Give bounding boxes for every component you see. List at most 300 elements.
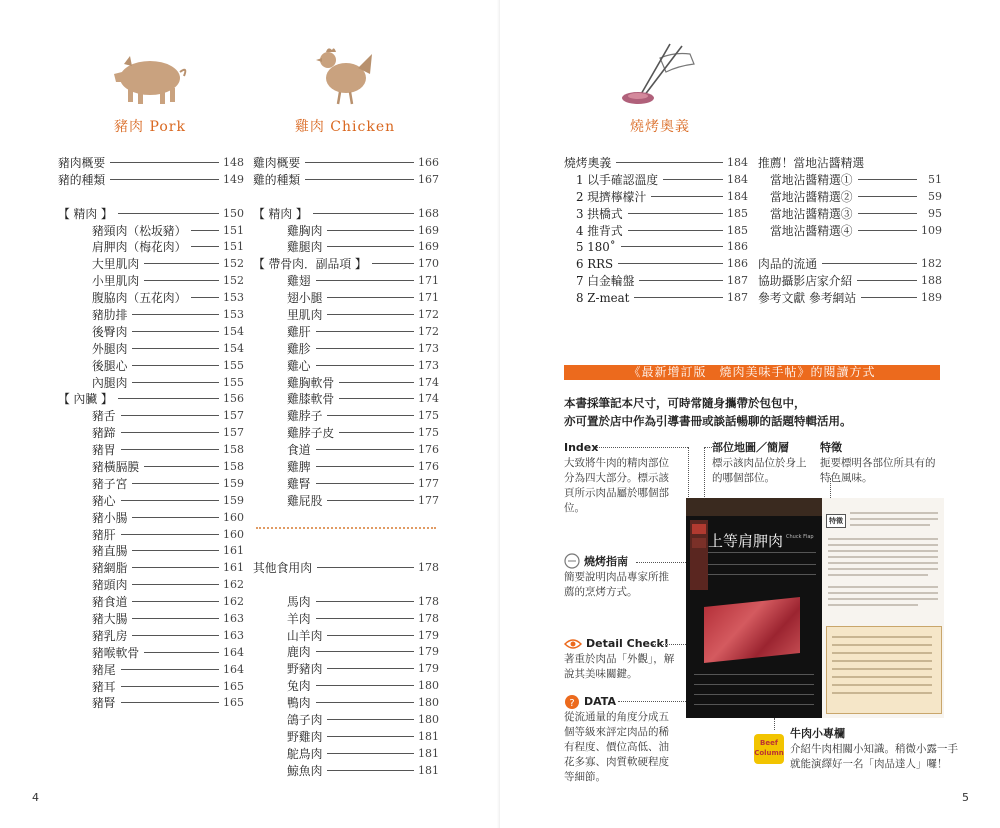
toc-entry[interactable] (58, 222, 244, 239)
toc-entry-page: 157 (223, 426, 244, 440)
toc-entry-label: 鴿子肉 (287, 712, 323, 727)
toc-entry-label: 山羊肉 (287, 628, 323, 643)
toc-entry-page: 172 (418, 324, 439, 338)
toc-entry-label: 豬胃 (92, 443, 116, 458)
bbq-toc-col1 (564, 154, 748, 306)
detail-text: 著重於肉品「外觀」，解說其美味關鍵。 (564, 653, 675, 680)
toc-entry-label: 雞膝軟骨 (287, 392, 335, 407)
toc-entry-label: 雞胸肉 (287, 223, 323, 238)
data-leader (618, 701, 686, 702)
toc-entry[interactable] (58, 509, 244, 526)
toc-entry[interactable] (58, 340, 244, 357)
detail-note (564, 636, 676, 682)
toc-entry-label: 其他食用肉 (253, 560, 312, 575)
feature-text: 扼要標明各部位所具有的特色風味。 (820, 457, 936, 484)
toc-leader-line (339, 382, 414, 383)
toc-entry-label: 【 精肉 】 (58, 206, 113, 221)
toc-entry-page: 188 (921, 274, 942, 288)
toc-entry-label: 豬頭肉 (92, 578, 128, 593)
toc-entry-label: 豬肝 (92, 527, 116, 542)
toc-spacer (253, 188, 439, 205)
toc-leader-line (327, 770, 414, 771)
toc-entry[interactable] (253, 289, 439, 306)
toc-entry[interactable] (58, 238, 244, 255)
toc-leader-line (132, 618, 219, 619)
toc-entry-label: 大里肌肉 (92, 257, 140, 272)
toc-leader-line (191, 230, 219, 231)
toc-entry-label: 豬肋排 (92, 307, 128, 322)
intro-text (564, 394, 954, 430)
toc-entry-page: 182 (921, 257, 942, 271)
toc-leader-line (132, 601, 219, 602)
toc-entry-page: 161 (223, 544, 244, 558)
toc-entry-label: 雞心 (287, 358, 311, 373)
column-note (790, 726, 960, 772)
toc-entry[interactable] (58, 407, 244, 424)
toc-entry[interactable] (253, 745, 439, 762)
toc-entry-label: 豬尾 (92, 662, 116, 677)
toc-leader-line (305, 162, 414, 163)
toc-leader-line (316, 280, 414, 281)
toc-entry-label: 食道 (287, 443, 311, 458)
toc-entry[interactable] (253, 323, 439, 340)
toc-entry-page: 163 (223, 628, 244, 642)
toc-entry-label: 豬大腸 (92, 612, 128, 626)
toc-entry[interactable] (758, 205, 942, 222)
toc-leader-line (634, 297, 723, 298)
toc-leader-line (316, 651, 414, 652)
toc-entry-label: 肩胛肉（梅花肉） (92, 240, 187, 255)
toc-entry-page: 155 (223, 358, 244, 372)
toc-entry-page: 180 (418, 696, 439, 710)
toc-spacer (58, 188, 244, 205)
toc-entry[interactable] (564, 205, 748, 222)
toc-entry-label: 【 帶骨肉．副品項 】 (253, 257, 367, 272)
toc-entry[interactable] (758, 289, 942, 306)
toc-leader-line (822, 263, 917, 264)
toc-entry[interactable] (253, 154, 439, 171)
intro-line-1: 本書採筆記本尺寸，可時常隨身攜帶於包包中， (564, 396, 806, 410)
page-number-right: 5 (962, 791, 969, 804)
toc-entry[interactable] (758, 272, 942, 289)
toc-entry-label: 豬心 (92, 493, 116, 508)
toc-entry-page: 154 (223, 341, 244, 355)
toc-leader-line (327, 635, 414, 636)
toc-entry-page: 153 (223, 307, 244, 321)
toc-entry-label: 5 180˚ (576, 239, 616, 254)
toc-entry-page: 152 (223, 257, 244, 271)
toc-entry[interactable] (58, 610, 244, 627)
toc-entry-page: 179 (418, 662, 439, 676)
toc-entry[interactable] (253, 610, 439, 627)
toc-entry-label: 雞胗 (287, 341, 311, 356)
toc-entry[interactable] (58, 289, 244, 306)
toc-entry-label: 豬網脂 (92, 561, 128, 576)
toc-leader-line (313, 213, 414, 214)
toc-entry[interactable] (253, 458, 439, 475)
toc-entry-page: 170 (418, 257, 439, 271)
toc-entry[interactable] (58, 458, 244, 475)
toc-leader-line (121, 500, 219, 501)
toc-entry[interactable] (253, 255, 439, 272)
toc-entry-page: 185 (727, 206, 748, 220)
toc-entry[interactable] (253, 340, 439, 357)
toc-entry[interactable] (253, 711, 439, 728)
toc-entry-page: 181 (418, 729, 439, 743)
toc-entry[interactable] (253, 272, 439, 289)
grill-leader (636, 562, 686, 563)
toc-leader-line (651, 196, 723, 197)
toc-entry-label: 後臀肉 (92, 324, 128, 339)
toc-entry-label: 鴕鳥肉 (287, 746, 323, 761)
column-title: 牛肉小專欄 (790, 727, 845, 740)
toc-entry-page: 160 (223, 527, 244, 541)
toc-entry[interactable] (564, 188, 748, 205)
toc-entry[interactable] (253, 222, 439, 239)
toc-entry-label: 8 Z-meat (576, 290, 630, 305)
svg-text:?: ? (569, 698, 575, 709)
toc-entry[interactable] (58, 272, 244, 289)
toc-leader-line (121, 432, 219, 433)
toc-entry-label: 馬肉 (287, 594, 311, 609)
grill-text: 簡要說明肉品專家所推薦的烹烤方式。 (564, 571, 669, 598)
toc-entry-page: 177 (418, 476, 439, 490)
detail-leader (652, 644, 686, 645)
toc-entry-label: 豬的種類 (58, 172, 106, 187)
toc-leader-line (339, 398, 414, 399)
toc-entry-label: 當地沾醬精選① (770, 172, 853, 187)
toc-entry[interactable] (253, 677, 439, 694)
toc-entry-label: 豬耳 (92, 679, 116, 694)
toc-entry-label: 7 白金輪盤 (576, 274, 635, 289)
toc-leader-line (132, 331, 219, 332)
toc-entry[interactable] (253, 407, 439, 424)
sample-title: 上等肩胛肉 (708, 532, 784, 550)
toc-leader-line (858, 196, 917, 197)
toc-entry-page: 148 (223, 155, 244, 169)
toc-leader-line (316, 466, 414, 467)
toc-leader-line (132, 314, 219, 315)
toc-entry-label: 里肌肉 (287, 307, 323, 322)
toc-entry-page: 59 (928, 189, 942, 203)
toc-entry[interactable] (564, 222, 748, 239)
toc-entry[interactable] (253, 306, 439, 323)
toc-entry[interactable] (58, 542, 244, 559)
toc-entry[interactable] (253, 492, 439, 509)
toc-entry-page: 150 (223, 206, 244, 220)
toc-leader-line (628, 230, 723, 231)
toc-entry-label: 當地沾醬精選③ (770, 206, 853, 221)
toc-entry-page: 95 (928, 206, 942, 220)
toc-entry-page: 158 (223, 443, 244, 457)
toc-entry[interactable] (253, 238, 439, 255)
toc-entry-label: 內腿肉 (92, 375, 128, 390)
index-leader (596, 447, 688, 448)
toc-leader-line (305, 179, 414, 180)
toc-leader-line (191, 297, 219, 298)
toc-entry-page: 159 (223, 476, 244, 490)
toc-entry[interactable] (58, 441, 244, 458)
toc-entry[interactable] (58, 475, 244, 492)
toc-leader-line (621, 246, 723, 247)
toc-leader-line (121, 449, 219, 450)
sample-page-light (822, 498, 944, 718)
part-text: 標示該肉品位於身上的哪個部位。 (712, 457, 807, 484)
chopsticks-hand-icon (610, 38, 700, 108)
toc-entry-page: 166 (418, 155, 439, 169)
toc-entry[interactable] (758, 188, 942, 205)
column-leader-v (774, 718, 775, 730)
chicken-icon (312, 44, 376, 108)
toc-leader-line (144, 280, 219, 281)
toc-entry-label: 豬頸肉（松坂豬） (92, 223, 187, 238)
toc-entry[interactable] (58, 306, 244, 323)
toc-leader-line (316, 702, 414, 703)
toc-leader-line (317, 567, 414, 568)
toc-entry[interactable] (253, 627, 439, 644)
toc-leader-line (327, 415, 414, 416)
toc-entry-label: 當地沾醬精選② (770, 189, 853, 204)
toc-leader-line (327, 736, 414, 737)
toc-entry[interactable] (58, 678, 244, 695)
toc-entry-page: 184 (727, 189, 748, 203)
toc-entry[interactable] (253, 643, 439, 660)
toc-leader-line (339, 432, 414, 433)
toc-leader-line (144, 466, 219, 467)
toc-entry[interactable] (758, 154, 942, 171)
sample-meat-photo (704, 597, 800, 663)
toc-entry[interactable] (564, 255, 748, 272)
chicken-title: 雞肉 Chicken (294, 119, 396, 135)
toc-entry[interactable] (58, 390, 244, 407)
sample-subtitle: Chuck Flap (786, 534, 814, 540)
toc-entry[interactable] (58, 492, 244, 509)
toc-leader-line (132, 567, 219, 568)
toc-leader-line (316, 331, 414, 332)
toc-entry[interactable] (58, 323, 244, 340)
section-divider (256, 527, 436, 529)
toc-entry-page: 184 (727, 155, 748, 169)
toc-leader-line (316, 618, 414, 619)
toc-entry[interactable] (58, 644, 244, 661)
data-note (564, 694, 674, 785)
toc-leader-line (121, 686, 219, 687)
toc-entry[interactable] (58, 593, 244, 610)
toc-entry-page: 187 (727, 274, 748, 288)
toc-entry-page: 51 (928, 172, 942, 186)
grill-note (564, 554, 676, 600)
index-text: 大致將牛肉的精肉部位分為四大部分。標示該頁所示肉品屬於哪個部位。 (564, 457, 669, 514)
toc-entry[interactable] (564, 289, 748, 306)
toc-entry-page: 169 (418, 240, 439, 254)
toc-entry-label: 豬橫膈膜 (92, 459, 140, 474)
toc-entry[interactable] (564, 171, 748, 188)
toc-entry-label: 豬小腸 (92, 510, 128, 525)
toc-entry-page: 165 (223, 679, 244, 693)
toc-entry[interactable] (253, 171, 439, 188)
toc-entry-label: 豬肉概要 (58, 155, 106, 170)
chicken-toc (253, 154, 439, 509)
toc-leader-line (121, 415, 219, 416)
toc-entry[interactable] (253, 559, 439, 576)
index-title: Index (564, 441, 599, 454)
column-text-2: 就能演繹好一名「肉品達人」囉！ (790, 758, 948, 770)
toc-entry-label: 後腿心 (92, 358, 128, 373)
toc-entry-page: 186 (727, 240, 748, 254)
cow-diagram-icon (690, 520, 708, 590)
toc-entry-page: 154 (223, 324, 244, 338)
toc-entry-page: 167 (418, 172, 439, 186)
toc-entry-page: 176 (418, 459, 439, 473)
toc-entry-label: 雞脖子 (287, 409, 323, 424)
toc-entry[interactable] (564, 154, 748, 171)
toc-entry-label: 參考文獻 參考網站 (758, 291, 857, 306)
toc-leader-line (118, 213, 219, 214)
toc-leader-line (316, 601, 414, 602)
toc-entry[interactable] (58, 205, 244, 222)
toc-entry-page: 186 (727, 257, 748, 271)
toc-leader-line (372, 263, 414, 264)
toc-leader-line (858, 213, 917, 214)
data-text: 從流通量的角度分成五個等級來評定肉品的稀有程度、價位高低、油花多寡、肉質軟硬程度等細節。 (564, 711, 669, 783)
toc-entry[interactable] (253, 441, 439, 458)
toc-entry[interactable] (253, 205, 439, 222)
toc-entry[interactable] (58, 357, 244, 374)
toc-entry-label: 豬蹄 (92, 426, 116, 441)
toc-entry-page: 180 (418, 712, 439, 726)
toc-entry-label: 羊肉 (287, 611, 311, 626)
toc-leader-line (144, 652, 219, 653)
toc-leader-line (639, 280, 723, 281)
toc-entry[interactable] (253, 694, 439, 711)
toc-entry-page: 172 (418, 307, 439, 321)
guide-banner: 《最新增訂版 燒肉美味手帖》的閱讀方式 (564, 365, 940, 380)
toc-entry-label: 燒烤奧義 (564, 155, 612, 170)
toc-entry-page: 176 (418, 443, 439, 457)
toc-entry-page: 160 (223, 510, 244, 524)
index-note (564, 440, 676, 516)
toc-entry-page: 151 (223, 223, 244, 237)
toc-entry-label: 雞的種類 (253, 172, 301, 187)
data-title: DATA (584, 695, 616, 708)
toc-leader-line (628, 213, 723, 214)
detail-title: Detail Check! (586, 637, 669, 650)
toc-entry-label: 6 RRS (576, 256, 614, 271)
toc-entry-page: 171 (418, 291, 439, 305)
toc-leader-line (861, 297, 917, 298)
toc-leader-line (110, 179, 219, 180)
toc-entry[interactable] (253, 762, 439, 779)
toc-entry-page: 189 (921, 291, 942, 305)
toc-entry[interactable] (58, 171, 244, 188)
toc-leader-line (121, 669, 219, 670)
toc-entry[interactable] (58, 627, 244, 644)
toc-entry[interactable] (58, 424, 244, 441)
toc-leader-line (132, 348, 219, 349)
toc-entry[interactable] (58, 374, 244, 391)
toc-entry-label: 2 現擠檸檬汁 (576, 189, 647, 204)
toc-entry-label: 腹脇肉（五花肉） (92, 291, 187, 306)
toc-entry-label: 豬舌 (92, 409, 116, 424)
toc-entry[interactable] (564, 238, 748, 255)
toc-entry[interactable] (564, 272, 748, 289)
toc-entry-page: 157 (223, 409, 244, 423)
toc-entry[interactable] (58, 576, 244, 593)
toc-entry-page: 163 (223, 611, 244, 625)
bbq-title: 燒烤奧義 (630, 119, 690, 135)
toc-entry-label: 外腿肉 (92, 341, 128, 356)
toc-entry[interactable] (253, 475, 439, 492)
column-text-1: 介紹牛肉相關小知識。稍微小露一手 (790, 743, 958, 755)
toc-entry-page: 179 (418, 645, 439, 659)
toc-entry[interactable] (58, 695, 244, 712)
toc-leader-line (327, 500, 414, 501)
toc-entry[interactable] (253, 593, 439, 610)
toc-entry[interactable] (253, 390, 439, 407)
toc-entry-label: 豬直腸 (92, 544, 128, 559)
toc-entry[interactable] (58, 559, 244, 576)
toc-entry-page: 162 (223, 578, 244, 592)
toc-entry-page: 181 (418, 763, 439, 777)
toc-entry[interactable] (758, 171, 942, 188)
toc-leader-line (316, 348, 414, 349)
toc-entry[interactable] (58, 526, 244, 543)
toc-entry-label: 翅小腿 (287, 291, 323, 306)
toc-entry-label: 小里肌肉 (92, 274, 140, 289)
toc-entry[interactable] (58, 661, 244, 678)
part-note (712, 440, 812, 486)
toc-leader-line (316, 685, 414, 686)
toc-entry[interactable] (253, 660, 439, 677)
right-page (500, 0, 1000, 828)
toc-entry[interactable] (253, 357, 439, 374)
toc-entry[interactable] (758, 255, 942, 272)
sample-page-dark (686, 498, 822, 718)
toc-entry[interactable] (758, 222, 942, 239)
toc-leader-line (327, 314, 414, 315)
toc-entry-page: 175 (418, 409, 439, 423)
toc-entry-page: 164 (223, 645, 244, 659)
toc-entry-label: 推薦！當地沾醬精選 (758, 155, 865, 170)
toc-entry-page: 178 (418, 560, 439, 574)
toc-entry-label: 雞腎 (287, 476, 311, 491)
toc-entry-page: 187 (727, 291, 748, 305)
toc-entry[interactable] (253, 424, 439, 441)
toc-entry-label: 雞肝 (287, 324, 311, 339)
toc-leader-line (118, 398, 219, 399)
toc-leader-line (132, 584, 219, 585)
toc-entry[interactable] (253, 374, 439, 391)
toc-entry-page: 178 (418, 594, 439, 608)
toc-entry-label: 兔肉 (287, 679, 311, 694)
toc-entry-label: 雞腿肉 (287, 240, 323, 255)
toc-entry[interactable] (253, 728, 439, 745)
toc-entry-page: 164 (223, 662, 244, 676)
toc-entry-label: 鯨魚肉 (287, 763, 323, 778)
toc-entry-page: 178 (418, 611, 439, 625)
toc-entry-page: 174 (418, 392, 439, 406)
beef-column-tag (754, 734, 784, 764)
toc-leader-line (144, 263, 219, 264)
toc-entry-label: 豬食道 (92, 595, 128, 610)
bbq-toc-col2 (758, 154, 942, 306)
toc-entry-label: 豬子宮 (92, 476, 128, 491)
other-meat-toc (253, 559, 439, 779)
toc-entry-label: 豬腎 (92, 696, 116, 711)
toc-entry-label: 雞肉概要 (253, 155, 301, 170)
toc-entry[interactable] (58, 255, 244, 272)
toc-entry[interactable] (58, 154, 244, 171)
